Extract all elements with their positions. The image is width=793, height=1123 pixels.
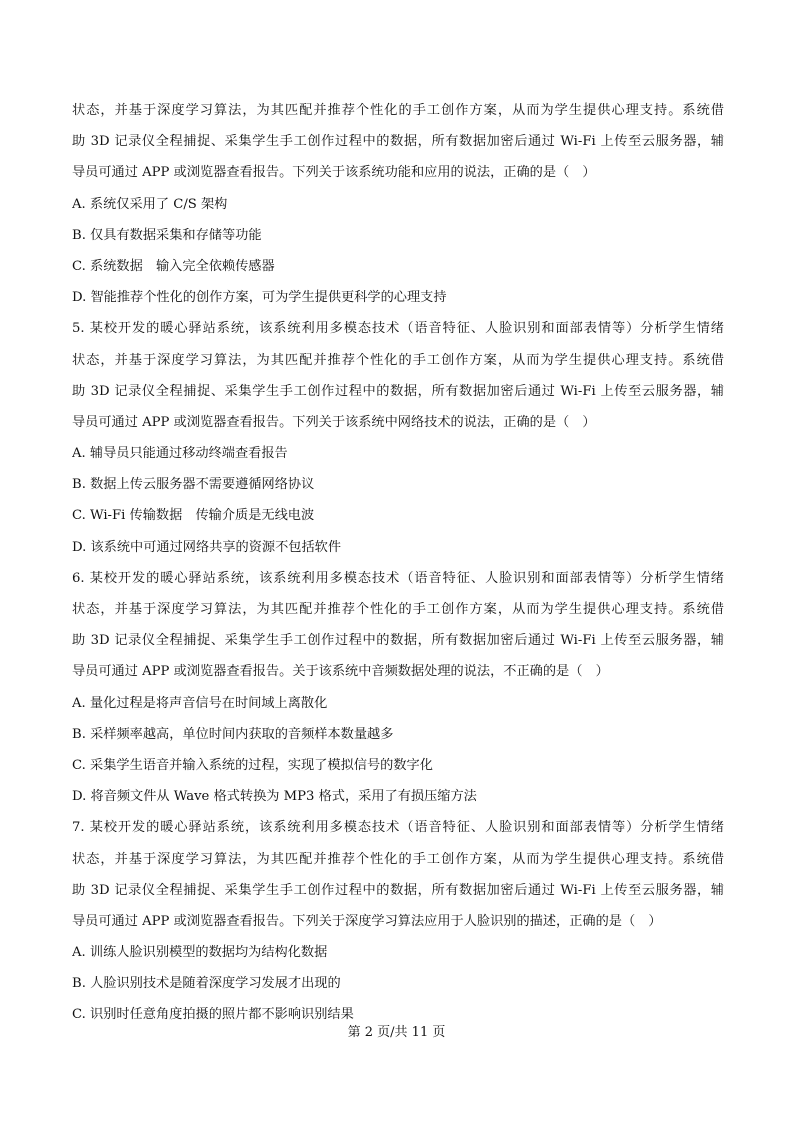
option-a: A. 训练人脸识别模型的数据均为结构化数据 — [72, 945, 328, 961]
paragraph-line: 状态，并基于深度学习算法，为其匹配并推荐个性化的手工创作方案，从而为学生提供心理支持。系统借 — [72, 851, 724, 867]
question-stem-line: 导员可通过 APP 或浏览器查看报告。下列关于该系统功能和应用的说法，正确的是（ ） — [72, 165, 596, 181]
option-a: A. 量化过程是将声音信号在时间域上离散化 — [72, 695, 328, 711]
option-c: C. 识别时任意角度拍摄的照片都不影响识别结果 — [72, 1007, 354, 1023]
option-b: B. 仅具有数据采集和存储等功能 — [72, 227, 262, 243]
option-c: C. 系统数据 输入完全依赖传感器 — [72, 258, 275, 274]
paragraph-line: 助 3D 记录仪全程捕捉、采集学生手工创作过程中的数据，所有数据加密后通过 Wi-Fi 上传至云服务器，辅 — [72, 134, 724, 150]
option-b: B. 采样频率越高，单位时间内获取的音频样本数量越多 — [72, 726, 394, 742]
page-number-footer: 第 2 页/共 11 页 — [347, 1025, 446, 1040]
question-stem-line: 导员可通过 APP 或浏览器查看报告。下列关于该系统中网络技术的说法，正确的是（ ） — [72, 414, 596, 430]
paragraph-line: 助 3D 记录仪全程捕捉、采集学生手工创作过程中的数据，所有数据加密后通过 Wi-Fi 上传至云服务器，辅 — [72, 882, 724, 898]
option-d: D. 智能推荐个性化的创作方案，可为学生提供更科学的心理支持 — [72, 290, 447, 306]
option-d: D. 将音频文件从 Wave 格式转换为 MP3 格式，采用了有损压缩方法 — [72, 789, 477, 805]
option-c: C. Wi-Fi 传输数据 传输介质是无线电波 — [72, 508, 315, 524]
option-b: B. 数据上传云服务器不需要遵循网络协议 — [72, 477, 315, 493]
paragraph-line: 状态，并基于深度学习算法，为其匹配并推荐个性化的手工创作方案，从而为学生提供心理支持。系统借 — [72, 352, 724, 368]
question-5-line: 5. 某校开发的暖心驿站系统，该系统利用多模态技术（语音特征、人脸识别和面部表情等）分析学生情绪 — [72, 321, 724, 337]
question-stem-line: 导员可通过 APP 或浏览器查看报告。下列关于深度学习算法应用于人脸识别的描述，正确的是（ ） — [72, 913, 662, 929]
question-6-line: 6. 某校开发的暖心驿站系统，该系统利用多模态技术（语音特征、人脸识别和面部表情等）分析学生情绪 — [72, 570, 724, 586]
question-stem-line: 导员可通过 APP 或浏览器查看报告。关于该系统中音频数据处理的说法，不正确的是（ ） — [72, 664, 609, 680]
paragraph-line: 助 3D 记录仪全程捕捉、采集学生手工创作过程中的数据，所有数据加密后通过 Wi-Fi 上传至云服务器，辅 — [72, 383, 724, 399]
paragraph-line: 状态，并基于深度学习算法，为其匹配并推荐个性化的手工创作方案，从而为学生提供心理支持。系统借 — [72, 103, 724, 118]
option-b: B. 人脸识别技术是随着深度学习发展才出现的 — [72, 976, 341, 992]
question-7-line: 7. 某校开发的暖心驿站系统，该系统利用多模态技术（语音特征、人脸识别和面部表情等）分析学生情绪 — [72, 820, 724, 836]
page-content — [72, 95, 724, 1031]
option-d: D. 该系统中可通过网络共享的资源不包括软件 — [72, 539, 342, 555]
option-a: A. 系统仅采用了 C/S 架构 — [72, 196, 228, 212]
paragraph-line: 助 3D 记录仪全程捕捉、采集学生手工创作过程中的数据，所有数据加密后通过 Wi-Fi 上传至云服务器，辅 — [72, 633, 724, 649]
option-c: C. 采集学生语音并输入系统的过程，实现了模拟信号的数字化 — [72, 757, 433, 773]
option-a: A. 辅导员只能通过移动终端查看报告 — [72, 446, 288, 462]
paragraph-line: 状态，并基于深度学习算法，为其匹配并推荐个性化的手工创作方案，从而为学生提供心理支持。系统借 — [72, 602, 724, 617]
